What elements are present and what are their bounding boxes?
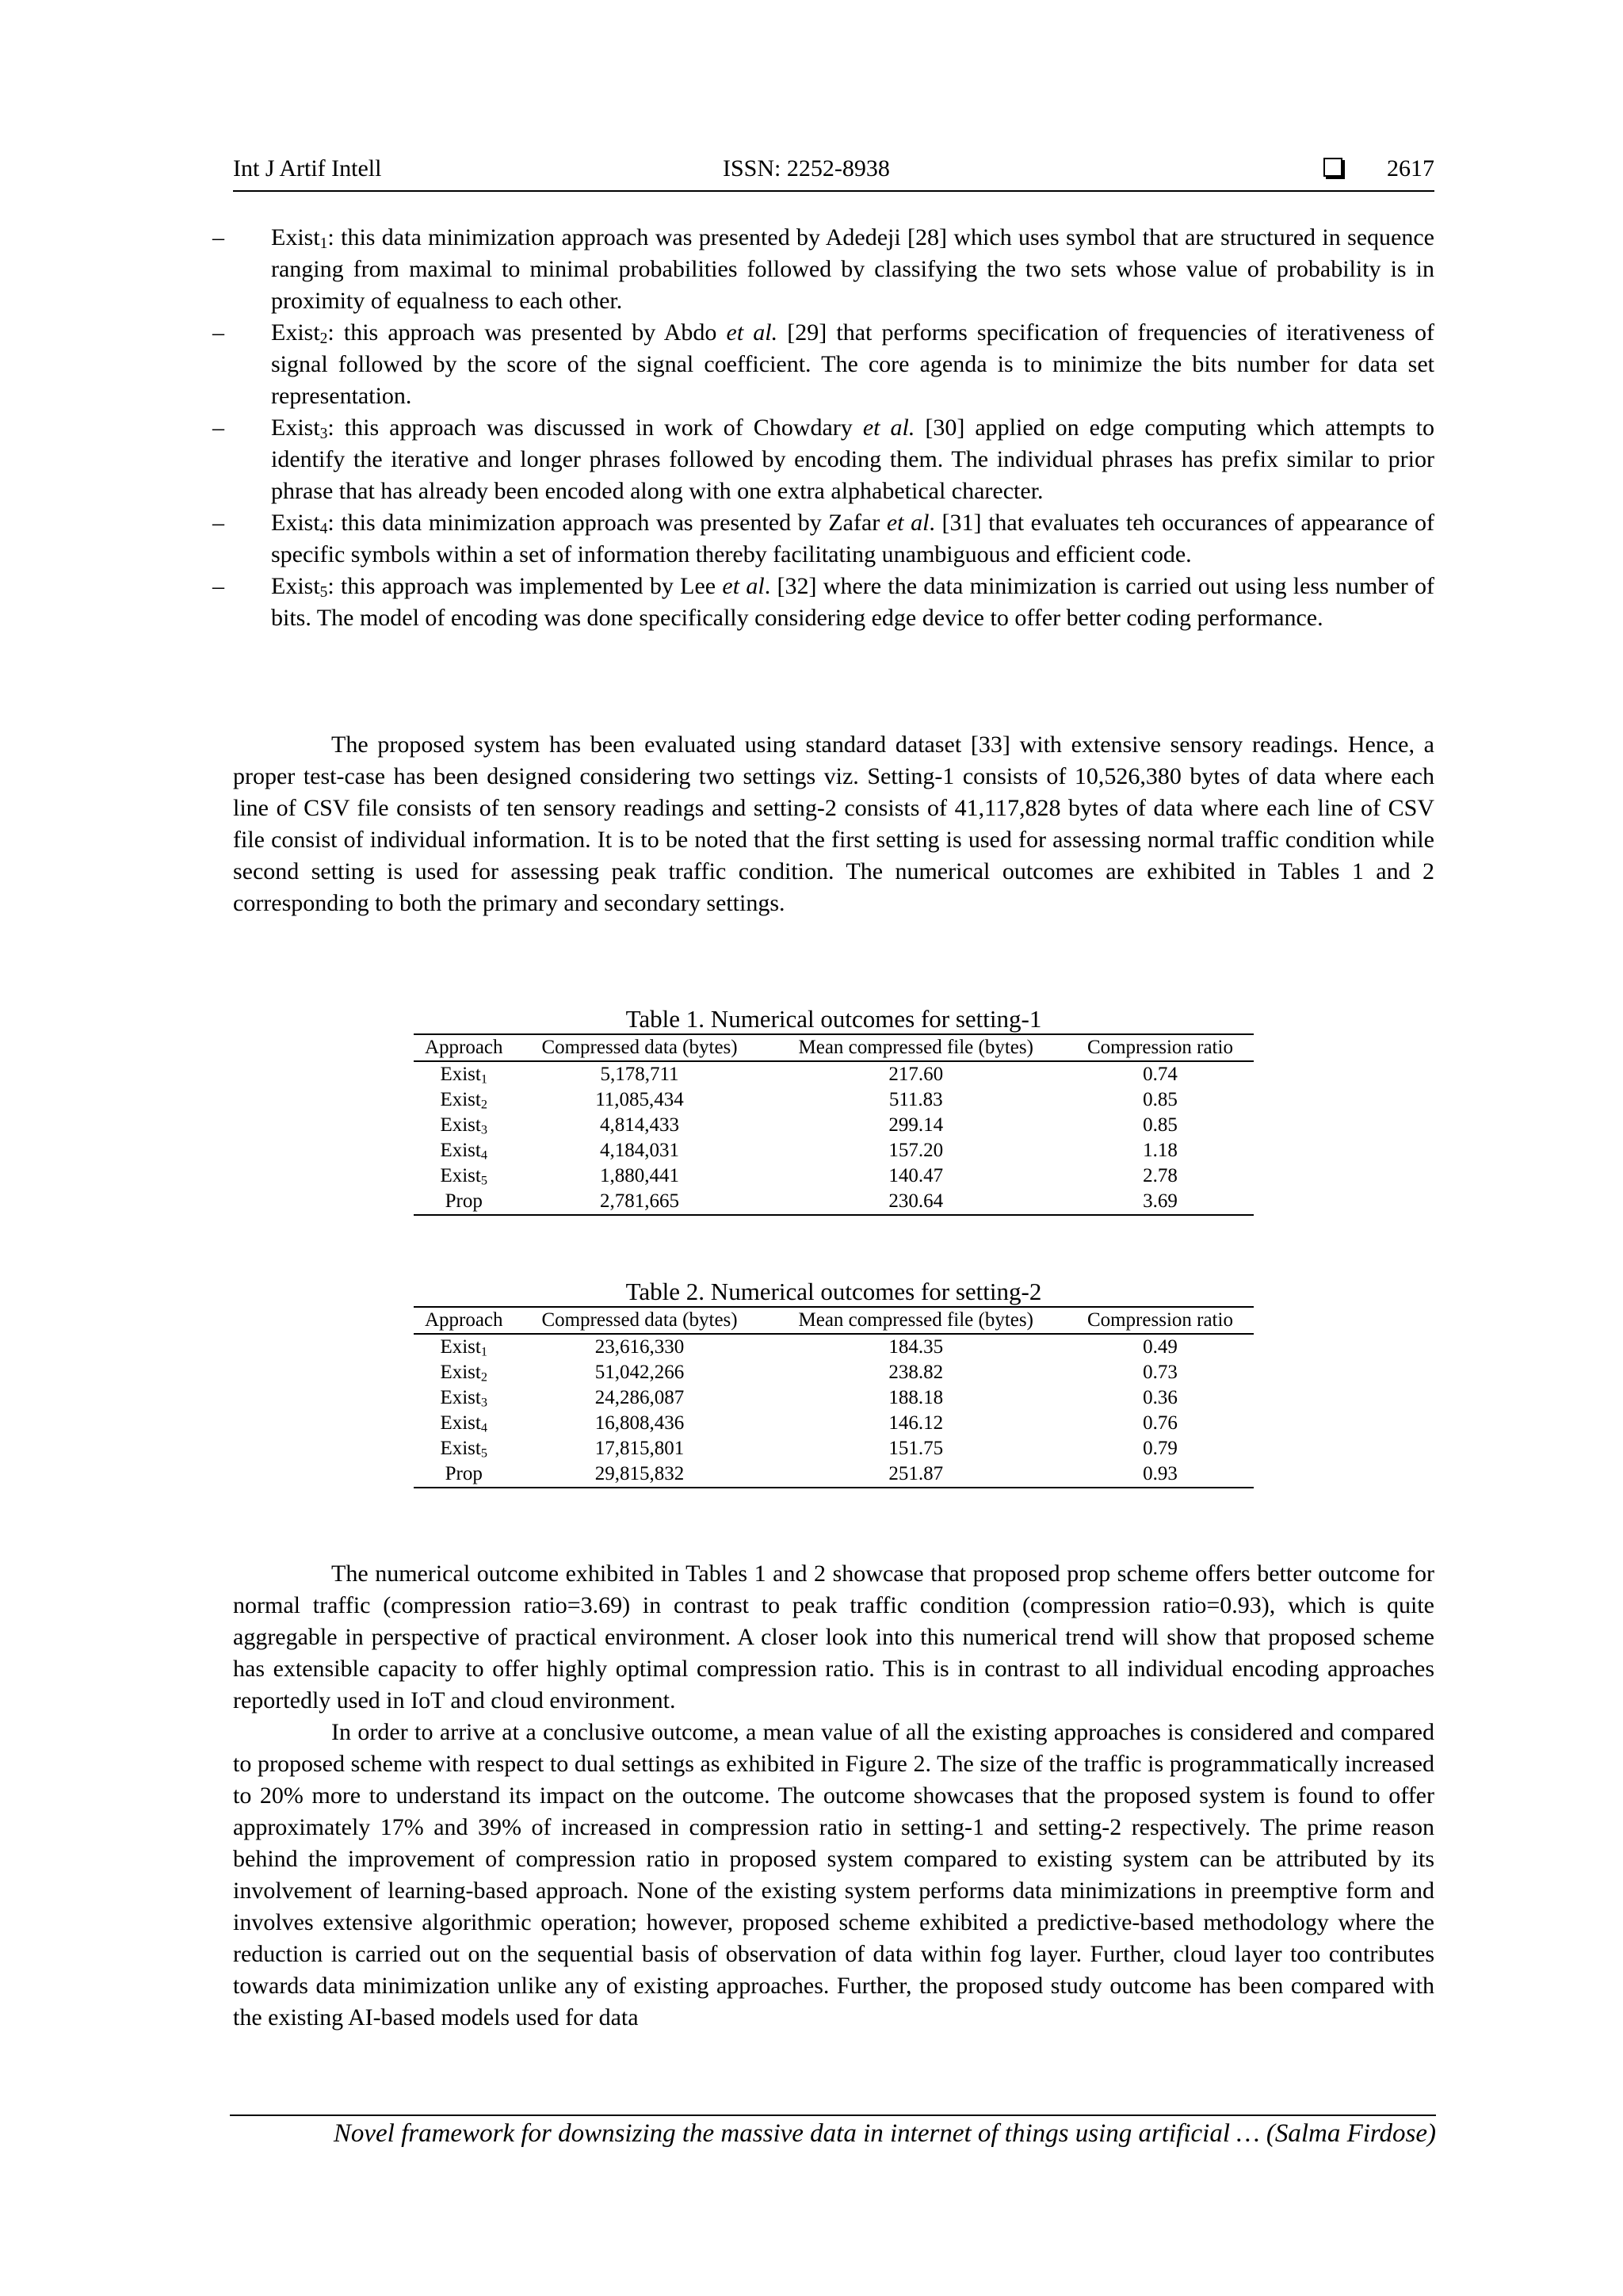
cell-ratio: 0.79: [1143, 1438, 1178, 1459]
approach-name: Exist: [440, 1362, 481, 1383]
item-text: . [31] that evaluates teh occurances of appearance of specific symbols within a set of information thereby facilitating unambiguous and efficient code.: [271, 510, 1434, 567]
approach-subscript: 1: [480, 1072, 487, 1087]
cell-ratio: 0.85: [1143, 1089, 1178, 1110]
cell-approach: [414, 1385, 514, 1411]
cell-approach: [414, 1061, 514, 1087]
results-table-1: [414, 1005, 1254, 1216]
approach-subscript: 4: [480, 1148, 487, 1163]
cell-compressed: 29,815,832: [514, 1461, 765, 1488]
cell-compressed: 51,042,266: [594, 1362, 685, 1383]
item-subscript: 3: [319, 425, 328, 442]
approach-name: Exist: [440, 1089, 481, 1110]
table-row: [414, 1113, 1254, 1138]
cell-ratio: 2.78: [1143, 1165, 1178, 1186]
approach-subscript: 1: [480, 1344, 487, 1359]
cell-mean: 140.47: [888, 1165, 944, 1186]
item-text: : this data minimization approach was presented by Adedeji [28] which uses symbol that are structured in sequence ranging from maximal to minimal probabilities followed by classifying the two sets whose value of probability is in proximity of equalness to each other.: [271, 224, 1434, 314]
col-header-ratio: Compression ratio: [1067, 1307, 1254, 1334]
cell-approach: [414, 1411, 514, 1436]
list-item: [212, 317, 1434, 412]
approach-name: Prop: [445, 1463, 483, 1484]
approach-subscript: 5: [480, 1446, 487, 1461]
item-name: Exist: [271, 415, 320, 441]
body-paragraph: The numerical outcome exhibited in Tables 1 and 2 showcase that proposed prop scheme offers better outcome for normal traffic (compression ratio=3.69) in contrast to peak traffic condition (compression ratio=0.93), which is quite aggregable in perspective of practical environment. A closer look into this numerical trend will show that proposed scheme has extensible capacity to offer highly optimal compression ratio. This is in contrast to all individual encoding approaches reportedly used in IoT and cloud environment.: [233, 1561, 1434, 1713]
cell-ratio: 0.76: [1143, 1412, 1178, 1434]
col-header-ratio: Compression ratio: [1067, 1034, 1254, 1061]
list-item: [212, 222, 1434, 317]
cell-ratio: 0.36: [1143, 1387, 1178, 1408]
dash-bullet: –: [212, 224, 224, 250]
table-row: [414, 1061, 1254, 1087]
cell-mean: 217.60: [888, 1064, 944, 1085]
item-name: Exist: [271, 224, 320, 250]
cell-compressed: 23,616,330: [594, 1336, 685, 1358]
cell-ratio: 0.85: [1143, 1114, 1178, 1136]
cell-ratio: 1.18: [1143, 1140, 1178, 1161]
table-row: [414, 1385, 1254, 1411]
item-name: Exist: [271, 319, 320, 346]
col-header-compressed: Compressed data (bytes): [514, 1307, 765, 1334]
table-row: [414, 1360, 1254, 1385]
cell-compressed: 4,814,433: [600, 1114, 680, 1136]
item-subscript: 2: [319, 330, 328, 347]
table-row: [414, 1163, 1254, 1189]
journal-name: Int J Artif Intell: [233, 155, 382, 181]
dash-bullet: –: [212, 510, 224, 536]
cell-mean: 299.14: [888, 1114, 944, 1136]
approach-subscript: 4: [480, 1420, 487, 1435]
cell-compressed: 16,808,436: [594, 1412, 685, 1434]
cell-mean: 184.35: [888, 1336, 944, 1358]
cell-approach: [414, 1189, 514, 1215]
approach-subscript: 3: [480, 1395, 487, 1410]
cell-mean: 157.20: [888, 1140, 944, 1161]
list-item: [212, 412, 1434, 507]
cell-mean: 238.82: [888, 1362, 944, 1383]
item-italic: et al.: [862, 415, 915, 441]
cell-compressed: 11,085,434: [595, 1089, 684, 1110]
cell-approach: [414, 1163, 514, 1189]
item-name: Exist: [271, 573, 320, 599]
item-text: : this data minimization approach was presented by Zafar: [327, 510, 887, 536]
approach-name: Exist: [440, 1064, 481, 1085]
item-subscript: 4: [319, 520, 328, 537]
col-header-mean: Mean compressed file (bytes): [766, 1034, 1067, 1061]
approach-subscript: 5: [480, 1173, 487, 1188]
cell-mean: 230.64: [766, 1189, 1067, 1215]
square-bullet-icon: [1323, 158, 1342, 177]
cell-compressed: 4,184,031: [600, 1140, 680, 1161]
item-italic: et al.: [726, 319, 778, 346]
item-text: . [32] where the data minimization is carried out using less number of bits. The model of encoding was done specifically considering edge device to offer better coding performance.: [271, 573, 1434, 631]
approach-subscript: 2: [480, 1097, 487, 1112]
item-name: Exist: [271, 510, 320, 536]
results-table-2: [414, 1278, 1254, 1488]
cell-mean: 151.75: [888, 1438, 944, 1459]
item-text: : this approach was presented by Abdo: [327, 319, 727, 346]
approach-name: Exist: [440, 1114, 481, 1136]
col-header-approach: Approach: [414, 1034, 514, 1061]
approach-list: [212, 222, 1434, 634]
cell-approach: [414, 1360, 514, 1385]
cell-mean: 511.83: [888, 1089, 943, 1110]
cell-approach: [414, 1087, 514, 1113]
table-row: [414, 1087, 1254, 1113]
cell-compressed: 1,880,441: [600, 1165, 680, 1186]
item-italic: et al: [722, 573, 765, 599]
approach-name: Exist: [440, 1412, 481, 1434]
cell-mean: 188.18: [888, 1387, 944, 1408]
cell-ratio: 0.73: [1143, 1362, 1178, 1383]
approach-name: Prop: [445, 1190, 483, 1212]
approach-subscript: 3: [480, 1122, 487, 1137]
page-number-group: [1323, 155, 1434, 182]
page-header: [233, 155, 1434, 192]
item-text: [30] applied on edge computing which attempts to identify the iterative and longer phrases followed by encoding them. The individual phrases has prefix similar to prior phrase that has already been encoded along with one extra alphabetical charecter.: [271, 415, 1434, 504]
table-row: [414, 1436, 1254, 1461]
dash-bullet: –: [212, 319, 224, 346]
cell-approach: [414, 1461, 514, 1488]
body-paragraph: In order to arrive at a conclusive outcome, a mean value of all the existing approaches is considered and compared to proposed scheme with respect to dual settings as exhibited in Figure 2. The size of the traffic is programmatically increased to 20% more to understand its impact on the outcome. The outcome showcases that the proposed system is found to offer approximately 17% and 39% of increased in compression ratio in setting-1 and setting-2 respectively. The prime reason behind the improvement of compression ratio in proposed system compared to existing system can be attributed by its involvement of learning-based approach. None of the existing system performs data minimizations in preemptive form and involves extensive algorithmic operation; however, proposed scheme exhibited a predictive-based methodology where the reduction is carried out on the sequential basis of observation of data within fog layer. Further, cloud layer too contributes towards data minimization unlike any of existing approaches. Further, the proposed study outcome has been compared with the existing AI-based models used for data: [233, 1719, 1434, 2030]
table-row: [414, 1334, 1254, 1360]
item-text: [29] that performs specification of frequencies of iterativeness of signal followed by the score of the signal coefficient. The core agenda is to minimize the bits number for data set representation.: [271, 319, 1434, 409]
approach-name: Exist: [440, 1140, 481, 1161]
table-row: [414, 1461, 1254, 1488]
list-item: [212, 507, 1434, 571]
item-text: : this approach was discussed in work of Chowdary: [327, 415, 863, 441]
issn: ISSN: 2252-8938: [723, 155, 890, 181]
approach-name: Exist: [440, 1336, 481, 1358]
cell-approach: [414, 1334, 514, 1360]
cell-ratio: 0.49: [1143, 1336, 1178, 1358]
paragraph-block-1: [233, 729, 1434, 919]
approach-name: Exist: [440, 1438, 481, 1459]
cell-mean: 146.12: [888, 1412, 944, 1434]
item-subscript: 5: [319, 583, 328, 601]
list-item: [212, 571, 1434, 634]
cell-approach: [414, 1113, 514, 1138]
cell-approach: [414, 1138, 514, 1163]
table-row: [414, 1138, 1254, 1163]
dash-bullet: –: [212, 415, 224, 441]
approach-name: Exist: [440, 1387, 481, 1408]
body-paragraph: The proposed system has been evaluated using standard dataset [33] with extensive sensory readings. Hence, a proper test-case has been designed considering two settings viz. Setting-1 consists of 10,526,380 bytes of data where each line of CSV file consists of ten sensory readings and setting-2 consists of 41,117,828 bytes of data where each line of CSV file consist of individual information. It is to be noted that the first setting is used for assessing normal traffic condition while second setting is used for assessing peak traffic condition. The numerical outcomes are exhibited in Tables 1 and 2 corresponding to both the primary and secondary settings.: [233, 732, 1434, 916]
table-caption: Table 1. Numerical outcomes for setting-1: [625, 1005, 1042, 1033]
table-caption: Table 2. Numerical outcomes for setting-2: [625, 1278, 1042, 1305]
item-text: : this approach was implemented by Lee: [327, 573, 723, 599]
table-header-row: [414, 1034, 1254, 1061]
page-number: 2617: [1387, 155, 1434, 181]
col-header-mean: Mean compressed file (bytes): [766, 1307, 1067, 1334]
col-header-approach: Approach: [414, 1307, 514, 1334]
cell-compressed: 24,286,087: [594, 1387, 685, 1408]
cell-ratio: 0.93: [1067, 1461, 1254, 1488]
paragraph-block-2: [233, 1558, 1434, 2034]
cell-compressed: 17,815,801: [594, 1438, 685, 1459]
table-header-row: [414, 1307, 1254, 1334]
col-header-compressed: Compressed data (bytes): [514, 1034, 765, 1061]
cell-mean: 251.87: [766, 1461, 1067, 1488]
page-footer: Novel framework for downsizing the massive data in internet of things using artificial … (Salma Firdose): [230, 2115, 1436, 2149]
item-subscript: 1: [319, 235, 328, 252]
cell-ratio: 3.69: [1067, 1189, 1254, 1215]
table-body: [414, 1061, 1254, 1215]
item-italic: et al: [886, 510, 930, 536]
cell-compressed: 5,178,711: [600, 1064, 679, 1085]
table-row: [414, 1189, 1254, 1215]
approach-name: Exist: [440, 1165, 481, 1186]
table-row: [414, 1411, 1254, 1436]
cell-compressed: 2,781,665: [514, 1189, 765, 1215]
cell-ratio: 0.74: [1143, 1064, 1178, 1085]
table-body: [414, 1334, 1254, 1488]
approach-subscript: 2: [480, 1370, 487, 1385]
dash-bullet: –: [212, 573, 224, 599]
cell-approach: [414, 1436, 514, 1461]
